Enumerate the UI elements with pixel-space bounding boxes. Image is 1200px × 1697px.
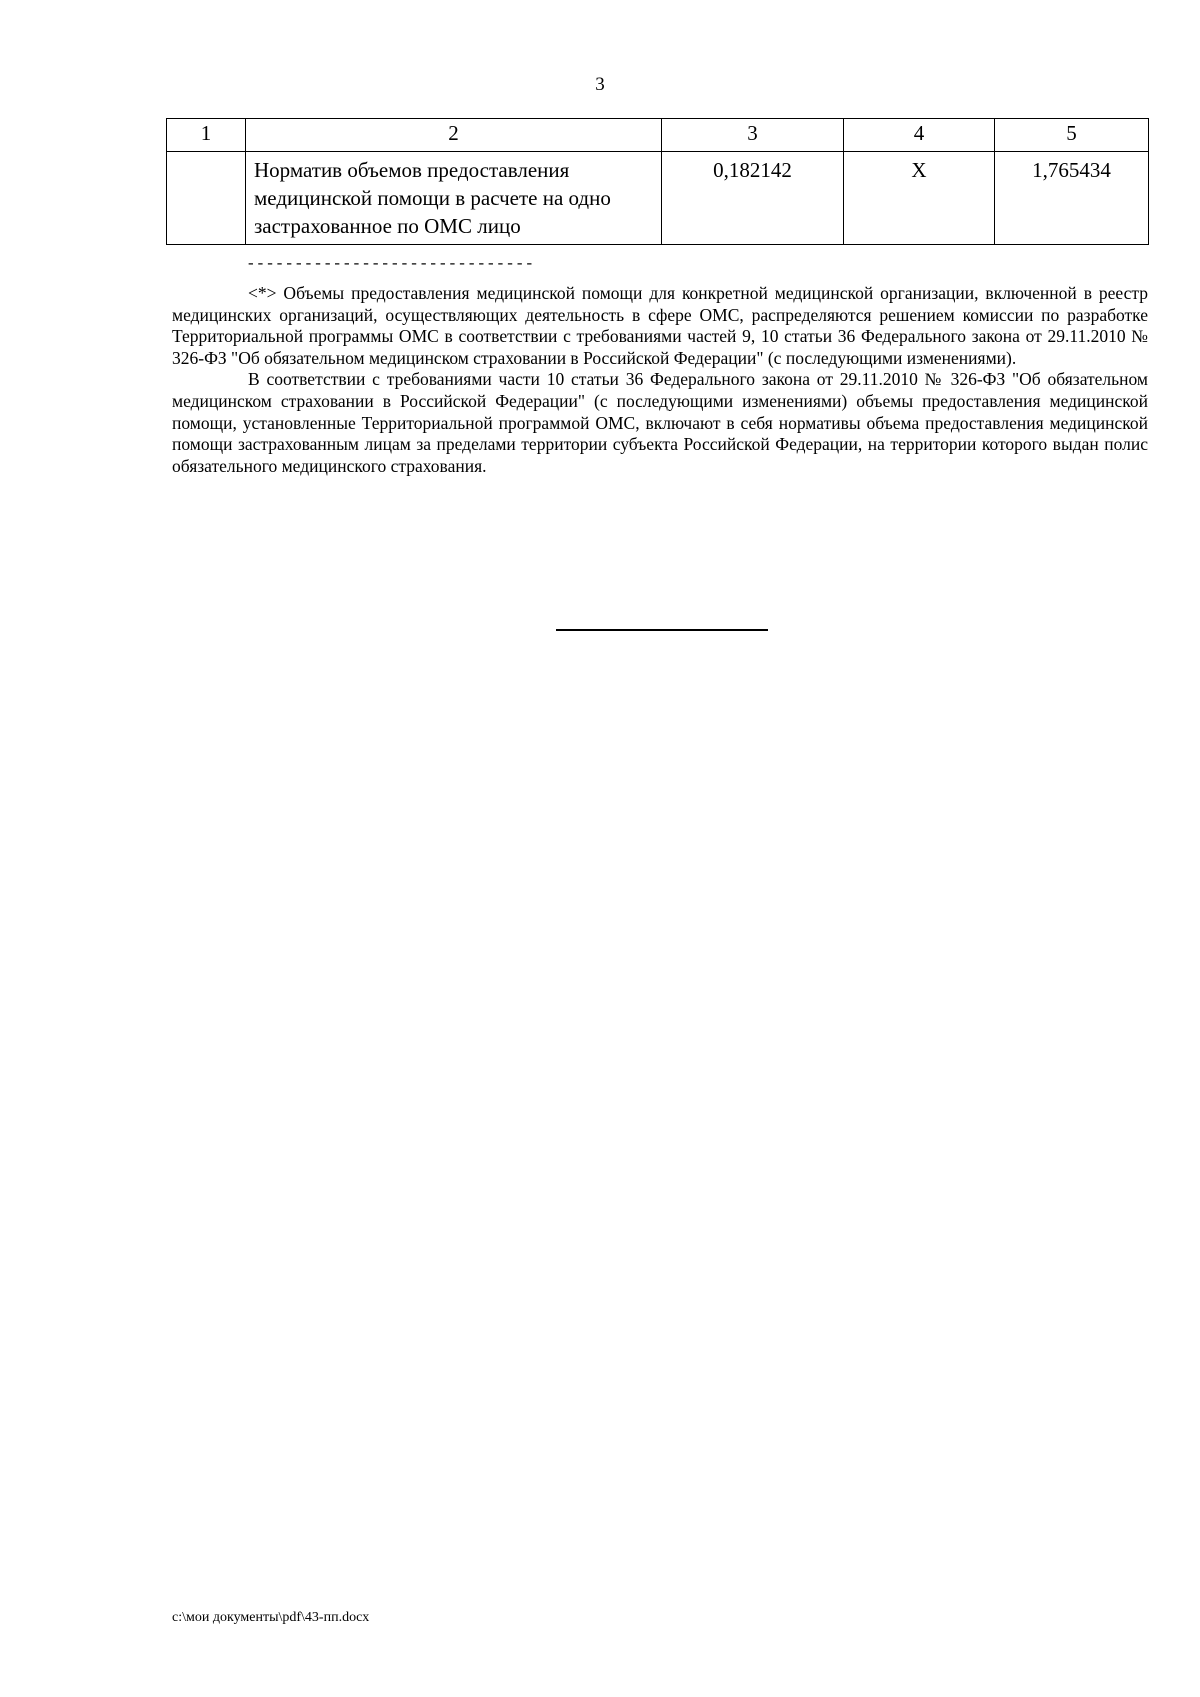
table-header-cell: 5 — [995, 119, 1149, 152]
page-number: 3 — [595, 74, 605, 95]
table-header-cell: 2 — [246, 119, 662, 152]
table-cell-value: 0,182142 — [662, 152, 844, 245]
footer-file-path: c:\мои документы\pdf\43-пп.docx — [172, 1610, 370, 1625]
table-cell — [167, 152, 246, 245]
footnotes — [172, 283, 1148, 477]
table-cell-value: Х — [844, 152, 995, 245]
footnote-separator: ------------------------------ — [246, 255, 535, 273]
table-header-cell: 3 — [662, 119, 844, 152]
table-cell-description: Норматив объемов предоставления медицинской помощи в расчете на одно застрахованное по ОМС лицо — [246, 152, 662, 245]
table-row — [167, 152, 1149, 245]
table-header-row — [167, 119, 1149, 152]
table-cell-value: 1,765434 — [995, 152, 1149, 245]
footnote-paragraph: <*> Объемы предоставления медицинской помощи для конкретной медицинской организации, включенной в реестр медицинских организаций, осуществляющих деятельность в сфере ОМС, распределяются решением комиссии по разработке Территориальной программы ОМС в соответствии с требованиями частей 9, 10 статьи 36 Федерального закона от 29.11.2010 № 326-ФЗ "Об обязательном медицинском страховании в Российской Федерации" (с последующими изменениями). — [172, 283, 1148, 368]
table-header-cell: 1 — [167, 119, 246, 152]
table-header-cell: 4 — [844, 119, 995, 152]
end-divider — [556, 629, 768, 631]
footnote-paragraph: В соответствии с требованиями части 10 статьи 36 Федерального закона от 29.11.2010 № 326-ФЗ "Об обязательном медицинском страховании в Российской Федерации" (с последующими изменениями) объемы предоставления медицинской помощи, установленные Территориальной программой ОМС, включают в себя нормативы объема предоставления медицинской помощи застрахованным лицам за пределами территории субъекта Российской Федерации, на территории которого выдан полис обязательного медицинского страхования. — [172, 369, 1148, 476]
norms-table — [166, 118, 1149, 245]
